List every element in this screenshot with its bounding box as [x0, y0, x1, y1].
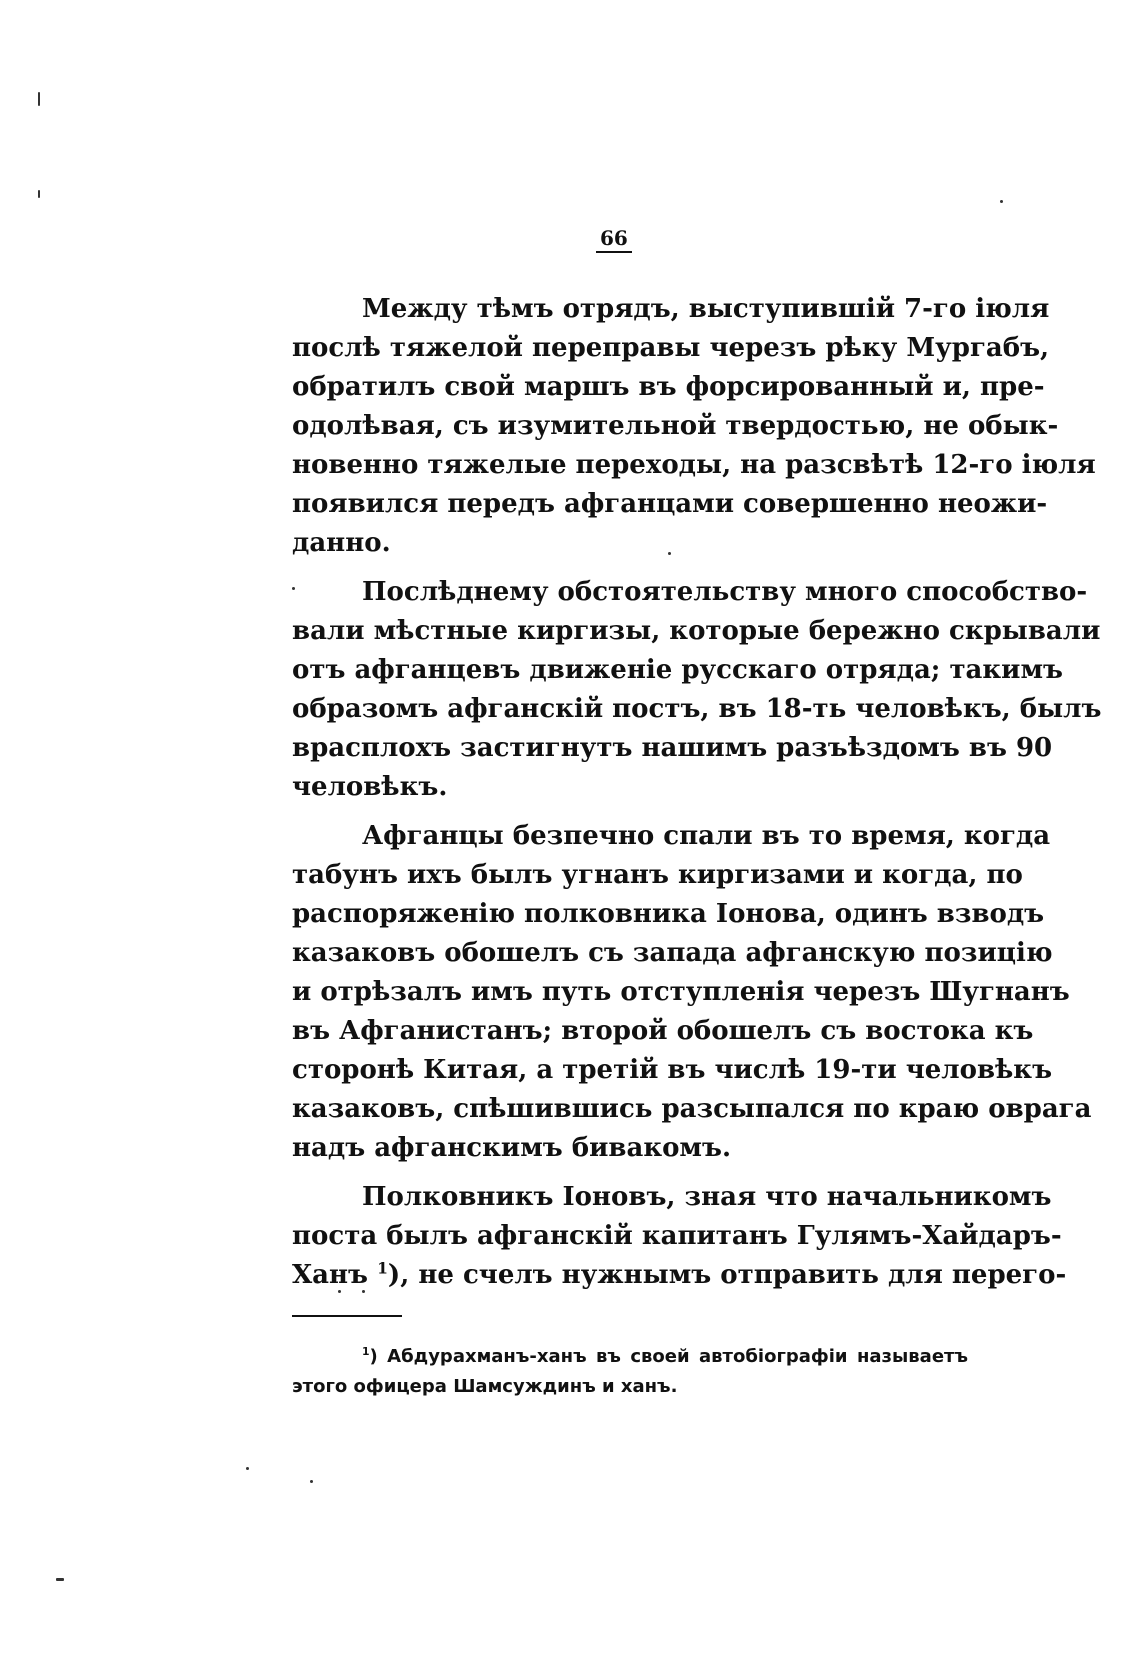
text-fragment: Ханъ [292, 1260, 368, 1290]
text-line: казаковъ обошелъ съ запада афганскую позицію [292, 938, 1053, 968]
text-line: Послѣднему обстоятельству много способство- [362, 577, 1088, 607]
scan-speck [38, 92, 40, 106]
footnote-divider [292, 1315, 402, 1317]
text-line: данно. [292, 528, 391, 558]
text-line: отъ афганцевъ движеніе русскаго отряда; такимъ [292, 655, 1063, 685]
text-line: вали мѣстные киргизы, которые бережно скрывали [292, 616, 1101, 646]
page-number: 66 [596, 226, 632, 253]
text-line: послѣ тяжелой переправы черезъ рѣку Мургабъ, [292, 333, 1050, 363]
scan-speck [56, 1578, 64, 1581]
text-line: табунъ ихъ былъ угнанъ киргизами и когда, по [292, 860, 1023, 890]
text-fragment: ), не счелъ нужнымъ отправить для перего- [387, 1260, 1067, 1290]
text-line: появился передъ афганцами совершенно неожи- [292, 489, 1048, 519]
footnote-text: ) Абдурахманъ-ханъ въ своей автобіографіи называетъ [369, 1346, 968, 1367]
text-line: и отрѣзалъ имъ путь отступленія черезъ Шугнанъ [292, 977, 1070, 1007]
scan-speck [668, 552, 671, 555]
scan-speck [310, 1480, 313, 1483]
text-line: поста былъ афганскій капитанъ Гулямъ-Хайдаръ- [292, 1221, 1062, 1251]
text-line: сторонѣ Китая, а третій въ числѣ 19-ти человѣкъ [292, 1055, 1053, 1085]
text-line: казаковъ, спѣшившись разсыпался по краю оврага [292, 1094, 1092, 1124]
scan-speck [246, 1467, 249, 1470]
text-line: обратилъ свой маршъ въ форсированный и, пре- [292, 372, 1045, 402]
text-line: новенно тяжелые переходы, на разсвѣтѣ 12-го іюля [292, 450, 1096, 480]
text-line: распоряженію полковника Іонова, одинъ взводъ [292, 899, 1045, 929]
text-line: Полковникъ Іоновъ, зная что начальникомъ [362, 1182, 1052, 1212]
text-line: въ Афганистанъ; второй обошелъ съ востока къ [292, 1016, 1034, 1046]
text-line: человѣкъ. [292, 772, 448, 802]
text-line: надъ афганскимъ бивакомъ. [292, 1133, 732, 1163]
footnote-line: этого офицера Шамсуждинъ и ханъ. [292, 1376, 678, 1397]
footnote-line [292, 1342, 968, 1372]
scan-speck [292, 587, 295, 590]
text-line: врасплохъ застигнутъ нашимъ разъѣздомъ въ 90 [292, 733, 1053, 763]
main-text [292, 290, 1102, 1295]
text-line-with-footnote [292, 1256, 1067, 1295]
text-line: Афганцы безпечно спали въ то время, когда [362, 821, 1051, 851]
text-line: образомъ афганскій постъ, въ 18-ть человѣкъ, былъ [292, 694, 1102, 724]
scan-speck [1000, 200, 1003, 203]
scan-speck [38, 190, 40, 198]
footnote [292, 1342, 968, 1402]
footnote-marker: 1 [362, 1345, 370, 1358]
text-line: Между тѣмъ отрядъ, выступившій 7-го іюля [362, 294, 1050, 324]
footnote-reference[interactable]: 1 [377, 1258, 388, 1278]
text-line: одолѣвая, съ изумительной твердостью, не обык- [292, 411, 1059, 441]
scan-speck [338, 1290, 341, 1293]
scan-speck [362, 1290, 365, 1293]
